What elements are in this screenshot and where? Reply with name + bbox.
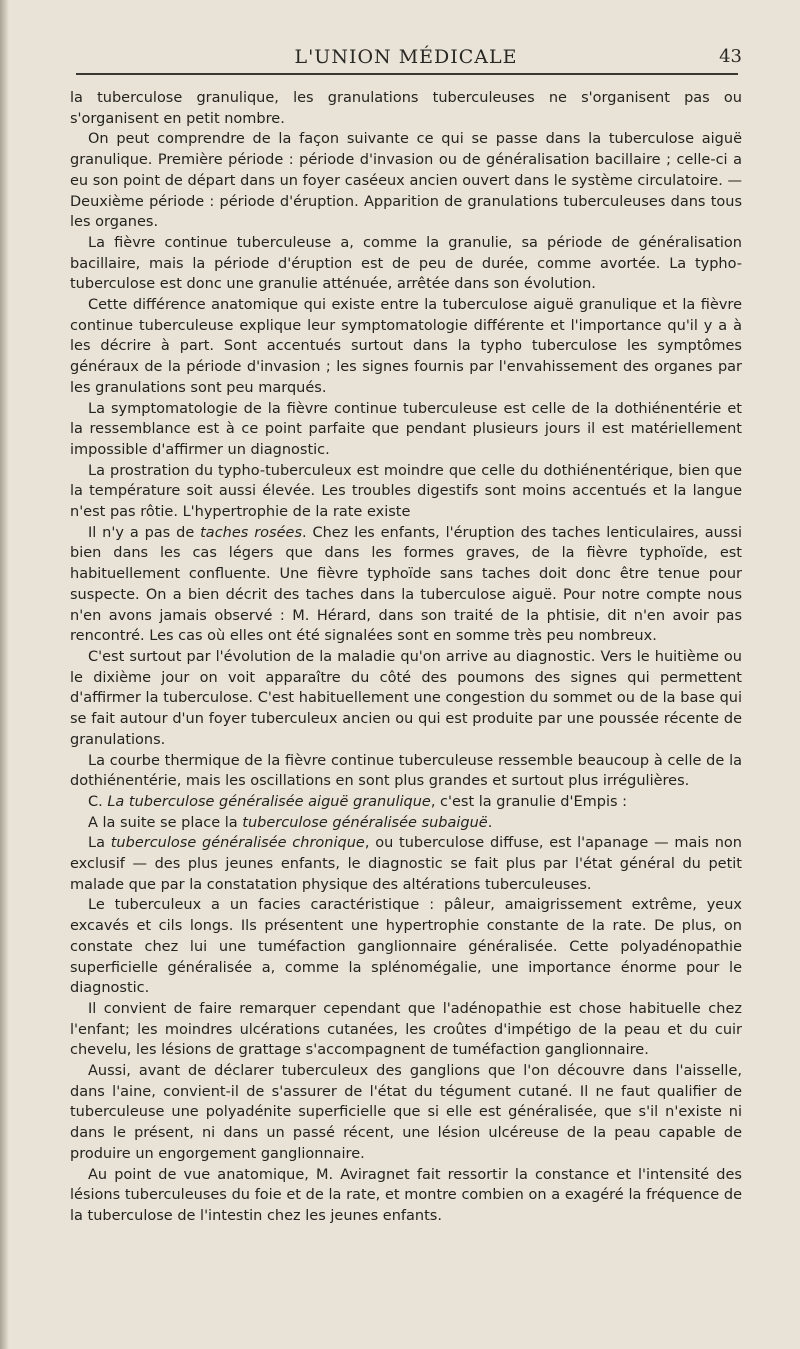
paragraph: Au point de vue anatomique, M. Aviragnet fait ressortir la constance et l'intensité des lésions tuberculeuses du foie et de la rate, et montre combien on a exagéré la fréquence de la tuberculose de l'intestin chez les jeunes enfants. <box>70 1166 742 1224</box>
page-binding-edge <box>0 0 9 1349</box>
italic-term: tuberculose généralisée chronique <box>110 835 365 852</box>
paragraph-text: A la suite se place la <box>88 814 243 831</box>
paragraph-text: , c'est la granulie d'Empis : <box>430 793 628 810</box>
italic-term: taches rosées <box>200 524 302 541</box>
page-number: 43 <box>719 46 742 67</box>
paragraph: La symptomatologie de la fièvre continue tuberculeuse est celle de la dothiénentérie et la ressemblance est à ce point parfaite que pendant plusieurs jours il est matériellement impossible d'affirmer un diagnostic. <box>70 400 742 458</box>
paragraph-text: La <box>88 835 111 852</box>
paragraph-text: . <box>487 814 493 831</box>
running-title: L'UNION MÉDICALE <box>294 46 518 68</box>
paragraph: Cette différence anatomique qui existe entre la tuberculose aiguë granulique et la fièvre continue tuberculeuse explique leur symptomatologie différente et l'importance qu'il y a à les décrire à part. Sont accentués surtout dans la typho tuberculose les symptômes généraux de la période d'invasion ; les signes fournis par l'envahissement des organes par les granulations sont peu marqués. <box>70 297 742 396</box>
paragraph: Aussi, avant de déclarer tuberculeux des ganglions que l'on découvre dans l'aisselle, dans l'aine, convient-il de s'assurer de l'état du tégument cutané. Il ne faut qualifier de tuberculeuse une polyadénite superficielle que si elle est généralisée, que s'il n'existe ni dans le présent, ni dans un passé récent, une lésion ulcéreuse de la peau capable de produire un engorgement ganglionnaire. <box>70 1063 742 1162</box>
italic-term: tuberculose généralisée subaiguë <box>242 814 488 831</box>
paragraph: la tuberculose granulique, les granulations tuberculeuses ne s'organisent pas ou s'organisent en petit nombre. <box>70 90 742 127</box>
paragraph: On peut comprendre de la façon suivante ce qui se passe dans la tuberculose aiguë granulique. Première période : période d'invasion ou de généralisation bacillaire ; celle-ci a eu son point de départ dans un foyer caséeux ancien ouvert dans le système circulatoire. — Deuxième période : période d'éruption. Apparition de granulations tuberculeuses dans tous les organes. <box>70 131 742 231</box>
paragraph-text: Il n'y a pas de <box>88 524 201 541</box>
italic-heading: La tuberculose généralisée aiguë granulique <box>107 793 431 810</box>
paragraph: La courbe thermique de la fièvre continue tuberculeuse ressemble beaucoup à celle de la dothiénentérie, mais les oscillations en sont plus grandes et surtout plus irrégulières. <box>70 752 742 790</box>
paragraph: Le tuberculeux a un facies caractéristique : pâleur, amaigrissement extrême, yeux excavés et cils longs. Ils présentent une hypertrophie constante de la rate. De plus, on constate chez lui une tuméfaction ganglionnaire généralisée. Cette polyadénopathie superficielle généralisée a, comme la splénomégalie, une importance énorme pour le diagnostic. <box>70 897 742 997</box>
paragraph-text: . Chez les enfants, l'éruption des taches lenticulaires, aussi bien dans les cas légers que dans les formes graves, de la fièvre typhoïde, est habituellement confluente. Une fièvre typhoïde sans taches doit donc être tenue pour suspecte. On a bien décrit des taches dans la tuberculose aiguë. Pour notre compte nous n'en avons jamais observé : M. Hérard, dans son traité de la phtisie, dit n'en avoir pas rencontré. Les cas où elles ont été signalées sont en somme très peu nombreux. <box>70 524 742 645</box>
page-header <box>70 42 742 74</box>
paragraph-text: C. <box>88 793 108 810</box>
body-text <box>70 88 742 1227</box>
paragraph: C'est surtout par l'évolution de la maladie qu'on arrive au diagnostic. Vers le huitième ou le dixième jour on voit apparaître du côté des poumons des signes qui permettent d'affirmer la tuberculose. C'est habituellement une congestion du sommet ou de la base qui se fait autour d'un foyer tuberculeux ancien ou qui est produite par une poussée récente de granulations. <box>70 648 742 748</box>
paragraph: Il convient de faire remarquer cependant que l'adénopathie est chose habituelle chez l'enfant; les moindres ulcérations cutanées, les croûtes d'impétigo de la peau et du cuir chevelu, les lésions de grattage s'accompagnent de tuméfaction ganglionnaire. <box>70 1000 742 1059</box>
paragraph: La fièvre continue tuberculeuse a, comme la granulie, sa période de généralisation bacillaire, mais la période d'éruption est de peu de durée, comme avortée. La typho-tuberculose est donc une granulie atténuée, arrêtée dans son évolution. <box>70 234 742 293</box>
paragraph: La prostration du typho-tuberculeux est moindre que celle du dothiénentérique, bien que la température soit aussi élevée. Les troubles digestifs sont moins accentués et la langue n'est pas rôtie. L'hypertrophie de la rate existe <box>70 462 742 521</box>
paragraph <box>70 792 742 813</box>
paragraph <box>70 833 742 895</box>
paragraph <box>70 813 742 834</box>
header-rule <box>76 73 738 75</box>
paragraph-text: , ou tuberculose diffuse, est l'apanage — mais non exclusif — des plus jeunes enfants, le diagnostic se fait plus par l'état général du petit malade que par la constatation physique des altérations tuberculeuses. <box>70 835 742 893</box>
paragraph <box>70 523 742 647</box>
